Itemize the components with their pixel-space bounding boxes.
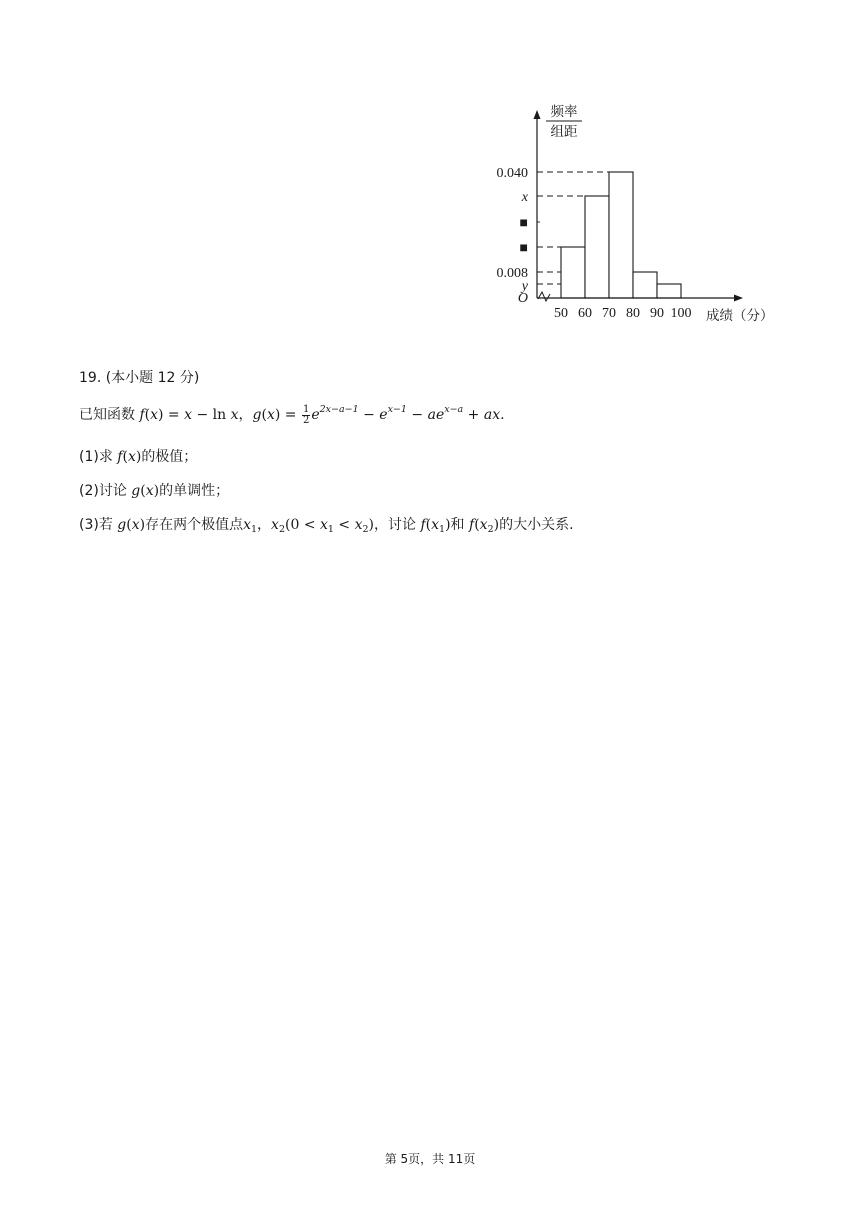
- y-tick-masked-1: ■: [519, 216, 528, 231]
- intro-separator: ，: [238, 407, 253, 423]
- y-axis-arrow: [534, 110, 541, 119]
- part3-and: 和: [450, 517, 469, 533]
- y-tick-x: x: [521, 190, 528, 205]
- part1-label: (1)求: [79, 449, 118, 465]
- bar-50-60: [561, 247, 585, 298]
- question-intro: 已知函数 f(x) = x − ln x，g(x) = $\frac{1}{2}$ $e^{2x-a-1} - e^{x-1} - ae^{x-a}$ + ax.: [79, 403, 505, 426]
- histogram-bars: [561, 172, 681, 298]
- part3-end: 的大小关系.: [499, 517, 574, 533]
- x-axis-label: 成绩（分）: [706, 308, 774, 324]
- part3-label: (3)若: [79, 517, 118, 533]
- part1-suffix: 的极值；: [141, 449, 198, 465]
- question-part-3: (3)若 g(x)存在两个极值点$x_1$，$x_2(0 < x_1 < x_2)$，讨论 $f(x_1)$和 $f(x_2)$的大小关系.: [79, 517, 574, 535]
- origin-label: O: [517, 291, 528, 306]
- bar-60-70: [585, 196, 609, 298]
- bar-80-90: [633, 272, 657, 298]
- question-part-2: (2)讨论 g(x)的单调性；: [79, 483, 230, 499]
- histogram-svg: [480, 98, 800, 334]
- one-half-fraction: $\frac{1}{2}$: [302, 403, 310, 426]
- part3-tail: ，讨论: [374, 517, 421, 533]
- part2-label: (2)讨论: [79, 483, 132, 499]
- y-axis-label-top: 频率: [550, 104, 578, 120]
- x-tick-60: 60: [578, 306, 592, 321]
- x-tick-90: 90: [650, 306, 664, 321]
- question-part-1: (1)求 f(x)的极值；: [79, 449, 198, 465]
- bar-70-80: [609, 172, 633, 298]
- axis-break-symbol: [538, 292, 550, 301]
- intro-prefix: 已知函数: [79, 407, 140, 423]
- question-header: 19. (本小题 12 分): [79, 370, 200, 386]
- bar-90-100: [657, 284, 681, 298]
- y-axis-label-bottom: 组距: [550, 124, 578, 140]
- y-tick-y: y: [521, 279, 528, 294]
- part3-mid: 存在两个极值点: [145, 517, 244, 533]
- x-tick-80: 80: [626, 306, 640, 321]
- page-footer: 第 5页，共 11页: [384, 1152, 476, 1166]
- y-tick-0.008: 0.008: [496, 266, 528, 281]
- x-tick-100: 100: [670, 306, 692, 321]
- part2-suffix: 的单调性；: [159, 483, 230, 499]
- x-tick-50: 50: [554, 306, 568, 321]
- x-axis-arrow: [734, 295, 743, 302]
- part3-separator: ，: [257, 517, 272, 533]
- y-tick-0.040: 0.040: [496, 166, 528, 181]
- histogram-figure: [480, 98, 800, 334]
- x-tick-70: 70: [602, 306, 616, 321]
- y-tick-masked-2: ■: [519, 241, 528, 256]
